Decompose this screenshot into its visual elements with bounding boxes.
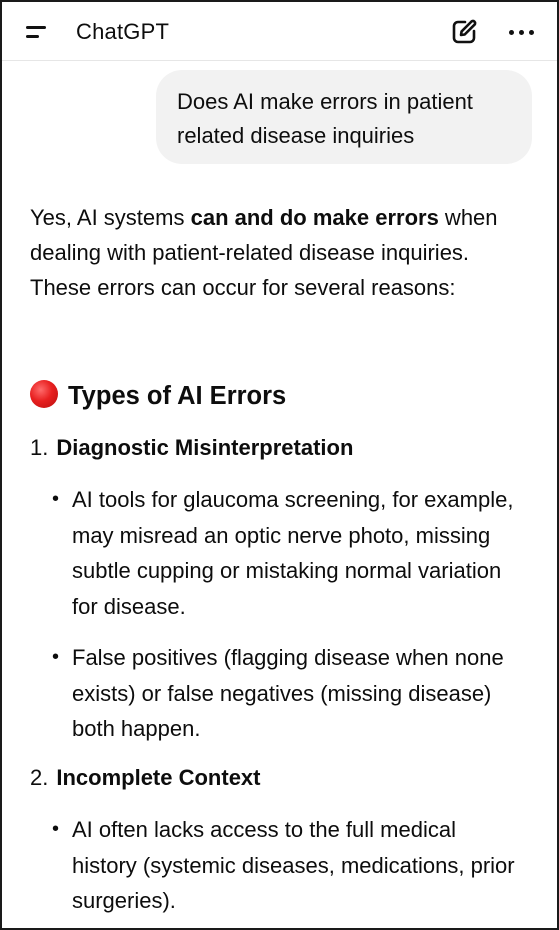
bullet-text: AI tools for glaucoma screening, for example, may misread an optic nerve photo, missing subtle cupping or mistaking normal variation for disease.: [72, 487, 514, 619]
bullet-item: [52, 482, 522, 624]
top-bar: [2, 2, 557, 61]
edit-icon: [448, 16, 480, 48]
conversation-area[interactable]: [2, 60, 557, 928]
bullet-text: AI often lacks access to the full medical history (systemic diseases, medications, prior surgeries).: [72, 817, 515, 913]
numbered-item: [30, 430, 530, 465]
bullet-marker: •: [52, 818, 60, 840]
assistant-intro: [30, 200, 530, 305]
new-chat-button[interactable]: [448, 16, 480, 48]
red-circle-icon: [30, 380, 58, 408]
bullet-text: False positives (flagging disease when none exists) or false negatives (missing disease) both happen.: [72, 645, 504, 741]
bullet-marker: •: [52, 646, 60, 668]
bullet-item: [52, 812, 522, 919]
item-number: 2.: [30, 765, 49, 790]
section-heading-text: Types of AI Errors: [68, 382, 287, 410]
numbered-item: [30, 760, 530, 795]
item-title: Diagnostic Misinterpretation: [56, 435, 354, 460]
bullet-marker: •: [52, 488, 60, 510]
intro-bold: can and do make errors: [190, 205, 439, 230]
more-options-button[interactable]: [502, 16, 542, 48]
item-number: 1.: [30, 435, 49, 460]
item-title: Incomplete Context: [56, 765, 261, 790]
intro-text: Yes, AI systems: [30, 205, 191, 230]
user-message-bubble: Does AI make errors in patient related disease inquiries: [156, 70, 532, 164]
intro-text-continued: when dealing with patient-related disease inquiries. These errors can occur for several reasons:: [30, 205, 498, 300]
bullet-item: [52, 640, 522, 747]
menu-button[interactable]: [18, 16, 52, 48]
app-title: ChatGPT: [76, 19, 170, 44]
section-heading: [30, 376, 530, 416]
